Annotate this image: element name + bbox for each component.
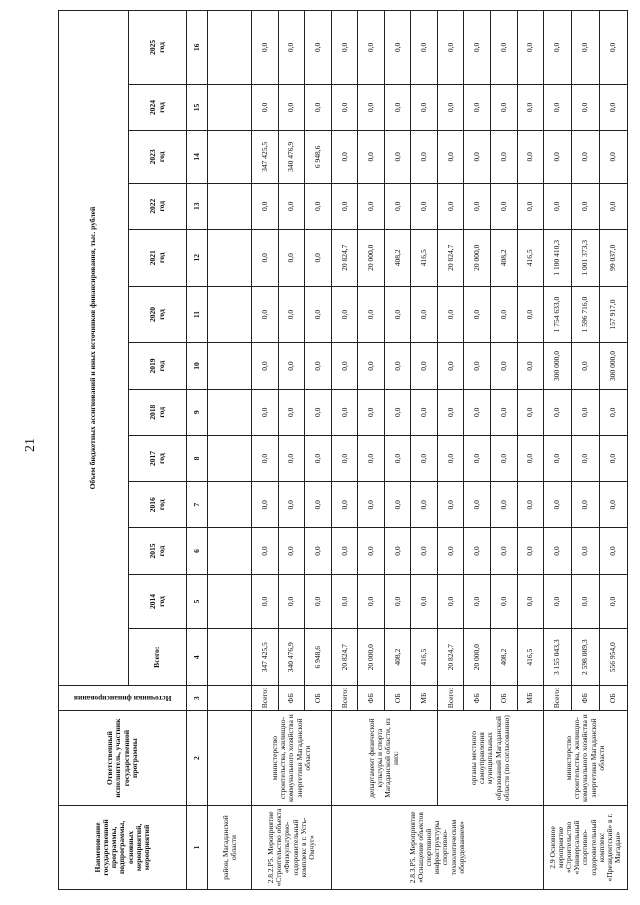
value-cell: 0,0: [278, 482, 305, 528]
source-cell: МБ: [411, 686, 438, 711]
value-cell: 0,0: [517, 343, 544, 389]
value-cell: 0,0: [331, 183, 358, 229]
value-cell: 0,0: [305, 482, 332, 528]
total-cell: 20 824,7: [437, 629, 464, 686]
header-year-2025: 2025 год: [129, 11, 187, 85]
value-cell: 0,0: [358, 183, 385, 229]
value-cell: 0,0: [599, 11, 627, 85]
value-cell: 416,5: [411, 229, 438, 286]
empty-cell: [208, 482, 252, 528]
value-cell: 0,0: [252, 389, 279, 435]
value-cell: 0,0: [305, 84, 332, 130]
column-number: 13: [187, 183, 208, 229]
total-cell: 416,5: [411, 629, 438, 686]
source-cell: ОБ: [305, 686, 332, 711]
value-cell: 0,0: [464, 435, 491, 481]
empty-cell: [208, 435, 252, 481]
value-cell: 0,0: [517, 183, 544, 229]
value-cell: 20 824,7: [331, 229, 358, 286]
column-number: 2: [187, 711, 208, 806]
value-cell: 0,0: [517, 528, 544, 574]
value-cell: 0,0: [572, 435, 600, 481]
total-cell: 20 000,0: [358, 629, 385, 686]
header-year-2019: 2019 год: [129, 343, 187, 389]
total-cell: 408,2: [491, 629, 518, 686]
value-cell: 0,0: [331, 528, 358, 574]
total-cell: 340 476,9: [278, 629, 305, 686]
column-number: 10: [187, 343, 208, 389]
value-cell: 0,0: [517, 84, 544, 130]
header-year-2022: 2022 год: [129, 183, 187, 229]
value-cell: 0,0: [437, 343, 464, 389]
empty-cell: [208, 686, 252, 711]
value-cell: 0,0: [572, 574, 600, 629]
table-row: [437, 11, 464, 890]
value-cell: 0,0: [305, 435, 332, 481]
header-year-2023: 2023 год: [129, 131, 187, 184]
value-cell: 0,0: [572, 343, 600, 389]
header-year-2016: 2016 год: [129, 482, 187, 528]
value-cell: 1 001 373,3: [572, 229, 600, 286]
header-year-2017: 2017 год: [129, 435, 187, 481]
empty-cell: [208, 528, 252, 574]
value-cell: 157 917,0: [599, 286, 627, 343]
value-cell: 0,0: [384, 84, 411, 130]
value-cell: 0,0: [411, 84, 438, 130]
value-cell: 0,0: [278, 389, 305, 435]
value-cell: 20 824,7: [437, 229, 464, 286]
value-cell: 0,0: [358, 435, 385, 481]
empty-cell: [208, 229, 252, 286]
column-number: 1: [187, 805, 208, 889]
source-cell: ФБ: [464, 686, 491, 711]
value-cell: 0,0: [491, 528, 518, 574]
block-executor-department: департамент физической культуры и спорта Магаданской области, из них:: [331, 711, 437, 806]
financing-table: [58, 10, 628, 890]
value-cell: 0,0: [358, 343, 385, 389]
value-cell: 0,0: [331, 389, 358, 435]
value-cell: 1 596 716,0: [572, 286, 600, 343]
value-cell: 0,0: [464, 389, 491, 435]
value-cell: 0,0: [544, 574, 572, 629]
total-cell: 20 824,7: [331, 629, 358, 686]
value-cell: 0,0: [252, 482, 279, 528]
value-cell: 0,0: [572, 528, 600, 574]
empty-cell: [208, 286, 252, 343]
table-row: [331, 11, 358, 890]
value-cell: 0,0: [517, 389, 544, 435]
value-cell: 0,0: [437, 389, 464, 435]
value-cell: 0,0: [599, 528, 627, 574]
empty-cell: [208, 183, 252, 229]
value-cell: 0,0: [544, 482, 572, 528]
value-cell: 0,0: [278, 435, 305, 481]
value-cell: 0,0: [305, 11, 332, 85]
value-cell: 0,0: [599, 435, 627, 481]
value-cell: 0,0: [599, 574, 627, 629]
value-cell: 0,0: [464, 482, 491, 528]
value-cell: 0,0: [491, 286, 518, 343]
value-cell: 408,2: [491, 229, 518, 286]
value-cell: 347 425,5: [252, 131, 279, 184]
value-cell: 0,0: [411, 482, 438, 528]
value-cell: 0,0: [384, 435, 411, 481]
value-cell: 0,0: [384, 482, 411, 528]
empty-cell: [208, 389, 252, 435]
value-cell: 0,0: [517, 11, 544, 85]
value-cell: 0,0: [278, 229, 305, 286]
value-cell: 0,0: [491, 482, 518, 528]
value-cell: 0,0: [437, 574, 464, 629]
column-numbers-row: [187, 11, 208, 890]
value-cell: 0,0: [358, 84, 385, 130]
header-year-2015: 2015 год: [129, 528, 187, 574]
value-cell: 0,0: [305, 229, 332, 286]
value-cell: 0,0: [278, 11, 305, 85]
value-cell: 0,0: [358, 482, 385, 528]
value-cell: 0,0: [305, 528, 332, 574]
value-cell: 0,0: [384, 286, 411, 343]
value-cell: 0,0: [544, 389, 572, 435]
value-cell: 0,0: [491, 183, 518, 229]
value-cell: 0,0: [411, 389, 438, 435]
value-cell: 0,0: [331, 574, 358, 629]
value-cell: 0,0: [384, 343, 411, 389]
continuation-name: район, Магаданской области: [208, 805, 252, 889]
block-executor: министерство строительства, жилищно-коммунального хозяйства и энергетики Магаданской области: [252, 711, 332, 806]
source-cell: ОБ: [599, 686, 627, 711]
block-name: 2.9 Основное мероприятие «Строительство «Универсальный спортивно-оздоровительный комплекс «Президентский» в г. Магадан»: [544, 805, 628, 889]
value-cell: 0,0: [331, 286, 358, 343]
header-name: Наименование государственной программы, подпрограммы, основных мероприятий, мероприятий: [59, 805, 187, 889]
block-executor-municipal: органы местного самоуправления муниципальных образований Магаданской области (по согласованию): [437, 711, 543, 806]
value-cell: 0,0: [305, 183, 332, 229]
empty-cell: [208, 574, 252, 629]
value-cell: 0,0: [491, 131, 518, 184]
value-cell: 0,0: [305, 574, 332, 629]
value-cell: 0,0: [544, 131, 572, 184]
value-cell: 0,0: [464, 183, 491, 229]
value-cell: 0,0: [305, 389, 332, 435]
value-cell: 0,0: [384, 528, 411, 574]
value-cell: 0,0: [464, 574, 491, 629]
value-cell: 0,0: [384, 11, 411, 85]
value-cell: 0,0: [544, 183, 572, 229]
value-cell: 0,0: [252, 229, 279, 286]
value-cell: 0,0: [437, 183, 464, 229]
value-cell: 0,0: [599, 84, 627, 130]
value-cell: 0,0: [278, 574, 305, 629]
value-cell: 0,0: [384, 183, 411, 229]
value-cell: 0,0: [464, 528, 491, 574]
value-cell: 0,0: [411, 286, 438, 343]
value-cell: 0,0: [331, 131, 358, 184]
column-number: 4: [187, 629, 208, 686]
source-cell: Всего:: [437, 686, 464, 711]
value-cell: 0,0: [331, 11, 358, 85]
empty-cell: [208, 343, 252, 389]
column-number: 3: [187, 686, 208, 711]
total-cell: 416,5: [517, 629, 544, 686]
value-cell: 0,0: [437, 84, 464, 130]
value-cell: 0,0: [305, 286, 332, 343]
value-cell: 0,0: [491, 574, 518, 629]
value-cell: 0,0: [572, 131, 600, 184]
value-cell: 0,0: [411, 11, 438, 85]
page-number: 21: [23, 438, 38, 452]
value-cell: 0,0: [572, 389, 600, 435]
value-cell: 0,0: [572, 84, 600, 130]
total-cell: 347 425,5: [252, 629, 279, 686]
column-number: 7: [187, 482, 208, 528]
value-cell: 0,0: [411, 528, 438, 574]
source-cell: Всего:: [252, 686, 279, 711]
value-cell: 0,0: [544, 11, 572, 85]
column-number: 5: [187, 574, 208, 629]
value-cell: 0,0: [358, 11, 385, 85]
block-name: 2.8.2.Р5. Мероприятие «Строительство объекта «Физкультурно-оздоровительный комплекс в г. Усть-Омчуг»: [252, 805, 332, 889]
value-cell: 0,0: [384, 389, 411, 435]
value-cell: 0,0: [437, 482, 464, 528]
value-cell: 0,0: [544, 435, 572, 481]
value-cell: 0,0: [305, 343, 332, 389]
value-cell: 0,0: [278, 343, 305, 389]
value-cell: 0,0: [464, 286, 491, 343]
value-cell: 0,0: [331, 482, 358, 528]
value-cell: 0,0: [331, 84, 358, 130]
value-cell: 0,0: [252, 574, 279, 629]
value-cell: 0,0: [517, 131, 544, 184]
value-cell: 6 948,6: [305, 131, 332, 184]
source-cell: ФБ: [278, 686, 305, 711]
value-cell: 0,0: [491, 84, 518, 130]
value-cell: 0,0: [358, 131, 385, 184]
value-cell: 0,0: [599, 482, 627, 528]
value-cell: 0,0: [517, 482, 544, 528]
value-cell: 0,0: [572, 482, 600, 528]
value-cell: 0,0: [437, 286, 464, 343]
value-cell: 0,0: [358, 528, 385, 574]
empty-cell: [208, 131, 252, 184]
value-cell: 0,0: [252, 84, 279, 130]
value-cell: 20 000,0: [464, 229, 491, 286]
total-cell: 408,2: [384, 629, 411, 686]
value-cell: 0,0: [599, 183, 627, 229]
value-cell: 340 476,9: [278, 131, 305, 184]
value-cell: 0,0: [358, 574, 385, 629]
value-cell: 0,0: [437, 11, 464, 85]
value-cell: 300 000,0: [599, 343, 627, 389]
header-executor: Ответственный исполнитель, участник государственной программы: [59, 711, 187, 806]
total-cell: 556 954,0: [599, 629, 627, 686]
value-cell: 0,0: [252, 528, 279, 574]
total-cell: 2 598 089,3: [572, 629, 600, 686]
total-cell: 3 155 043,3: [544, 629, 572, 686]
value-cell: 0,0: [358, 389, 385, 435]
header-source: Источники финансирования: [59, 686, 187, 711]
value-cell: 0,0: [464, 131, 491, 184]
value-cell: 0,0: [411, 435, 438, 481]
source-cell: ФБ: [358, 686, 385, 711]
header-volume: Объем бюджетных ассигнований и иных источников финансирования, тыс. рублей: [59, 11, 129, 686]
column-number: 16: [187, 11, 208, 85]
value-cell: 0,0: [252, 343, 279, 389]
table-row: [252, 11, 279, 890]
continuation-row: [208, 11, 252, 890]
source-cell: МБ: [517, 686, 544, 711]
column-number: 15: [187, 84, 208, 130]
source-cell: Всего:: [544, 686, 572, 711]
value-cell: 0,0: [411, 574, 438, 629]
value-cell: 0,0: [437, 528, 464, 574]
header-total: Всего:: [129, 629, 187, 686]
empty-cell: [208, 84, 252, 130]
value-cell: 0,0: [491, 435, 518, 481]
value-cell: 0,0: [464, 11, 491, 85]
column-number: 14: [187, 131, 208, 184]
value-cell: 408,2: [384, 229, 411, 286]
value-cell: 0,0: [384, 574, 411, 629]
value-cell: 0,0: [544, 84, 572, 130]
table-row: [544, 11, 572, 890]
header-year-2014: 2014 год: [129, 574, 187, 629]
value-cell: 1 754 633,0: [544, 286, 572, 343]
empty-cell: [208, 629, 252, 686]
value-cell: 0,0: [252, 286, 279, 343]
value-cell: 0,0: [572, 183, 600, 229]
value-cell: 0,0: [517, 574, 544, 629]
header-year-2024: 2024 год: [129, 84, 187, 130]
source-cell: Всего:: [331, 686, 358, 711]
source-cell: ОБ: [384, 686, 411, 711]
value-cell: 0,0: [572, 11, 600, 85]
value-cell: 0,0: [411, 343, 438, 389]
column-number: 11: [187, 286, 208, 343]
value-cell: 0,0: [544, 528, 572, 574]
value-cell: 0,0: [278, 84, 305, 130]
value-cell: 0,0: [491, 343, 518, 389]
value-cell: 0,0: [517, 435, 544, 481]
column-number: 8: [187, 435, 208, 481]
value-cell: 1 100 410,3: [544, 229, 572, 286]
value-cell: 0,0: [358, 286, 385, 343]
column-number: 9: [187, 389, 208, 435]
value-cell: 99 037,0: [599, 229, 627, 286]
value-cell: 0,0: [517, 286, 544, 343]
value-cell: 0,0: [464, 84, 491, 130]
value-cell: 0,0: [252, 183, 279, 229]
value-cell: 0,0: [384, 131, 411, 184]
header-year-2021: 2021 год: [129, 229, 187, 286]
value-cell: 0,0: [252, 11, 279, 85]
value-cell: 0,0: [464, 343, 491, 389]
value-cell: 0,0: [331, 343, 358, 389]
value-cell: 0,0: [278, 183, 305, 229]
total-cell: 6 948,6: [305, 629, 332, 686]
value-cell: 0,0: [491, 389, 518, 435]
value-cell: 0,0: [278, 286, 305, 343]
column-number: 6: [187, 528, 208, 574]
total-cell: 20 000,0: [464, 629, 491, 686]
value-cell: 0,0: [278, 528, 305, 574]
value-cell: 416,5: [517, 229, 544, 286]
value-cell: 20 000,0: [358, 229, 385, 286]
value-cell: 300 000,0: [544, 343, 572, 389]
value-cell: 0,0: [411, 183, 438, 229]
column-number: 12: [187, 229, 208, 286]
header-year-2020: 2020 год: [129, 286, 187, 343]
empty-cell: [208, 11, 252, 85]
source-cell: ОБ: [491, 686, 518, 711]
value-cell: 0,0: [599, 131, 627, 184]
source-cell: ФБ: [572, 686, 600, 711]
value-cell: 0,0: [437, 435, 464, 481]
value-cell: 0,0: [252, 435, 279, 481]
block-executor: министерство строительства, жилищно-коммунального хозяйства и энергетики Магаданской области: [544, 711, 628, 806]
block-name: 2.8.3.Р5. Мероприятие «Оснащение объектов спортивной инфраструктуры спортивно-технологическим оборудованием»: [331, 805, 543, 889]
value-cell: 0,0: [599, 389, 627, 435]
value-cell: 0,0: [437, 131, 464, 184]
empty-cell: [208, 711, 252, 806]
value-cell: 0,0: [411, 131, 438, 184]
rotated-document: [58, 10, 628, 890]
value-cell: 0,0: [491, 11, 518, 85]
header-year-2018: 2018 год: [129, 389, 187, 435]
value-cell: 0,0: [331, 435, 358, 481]
